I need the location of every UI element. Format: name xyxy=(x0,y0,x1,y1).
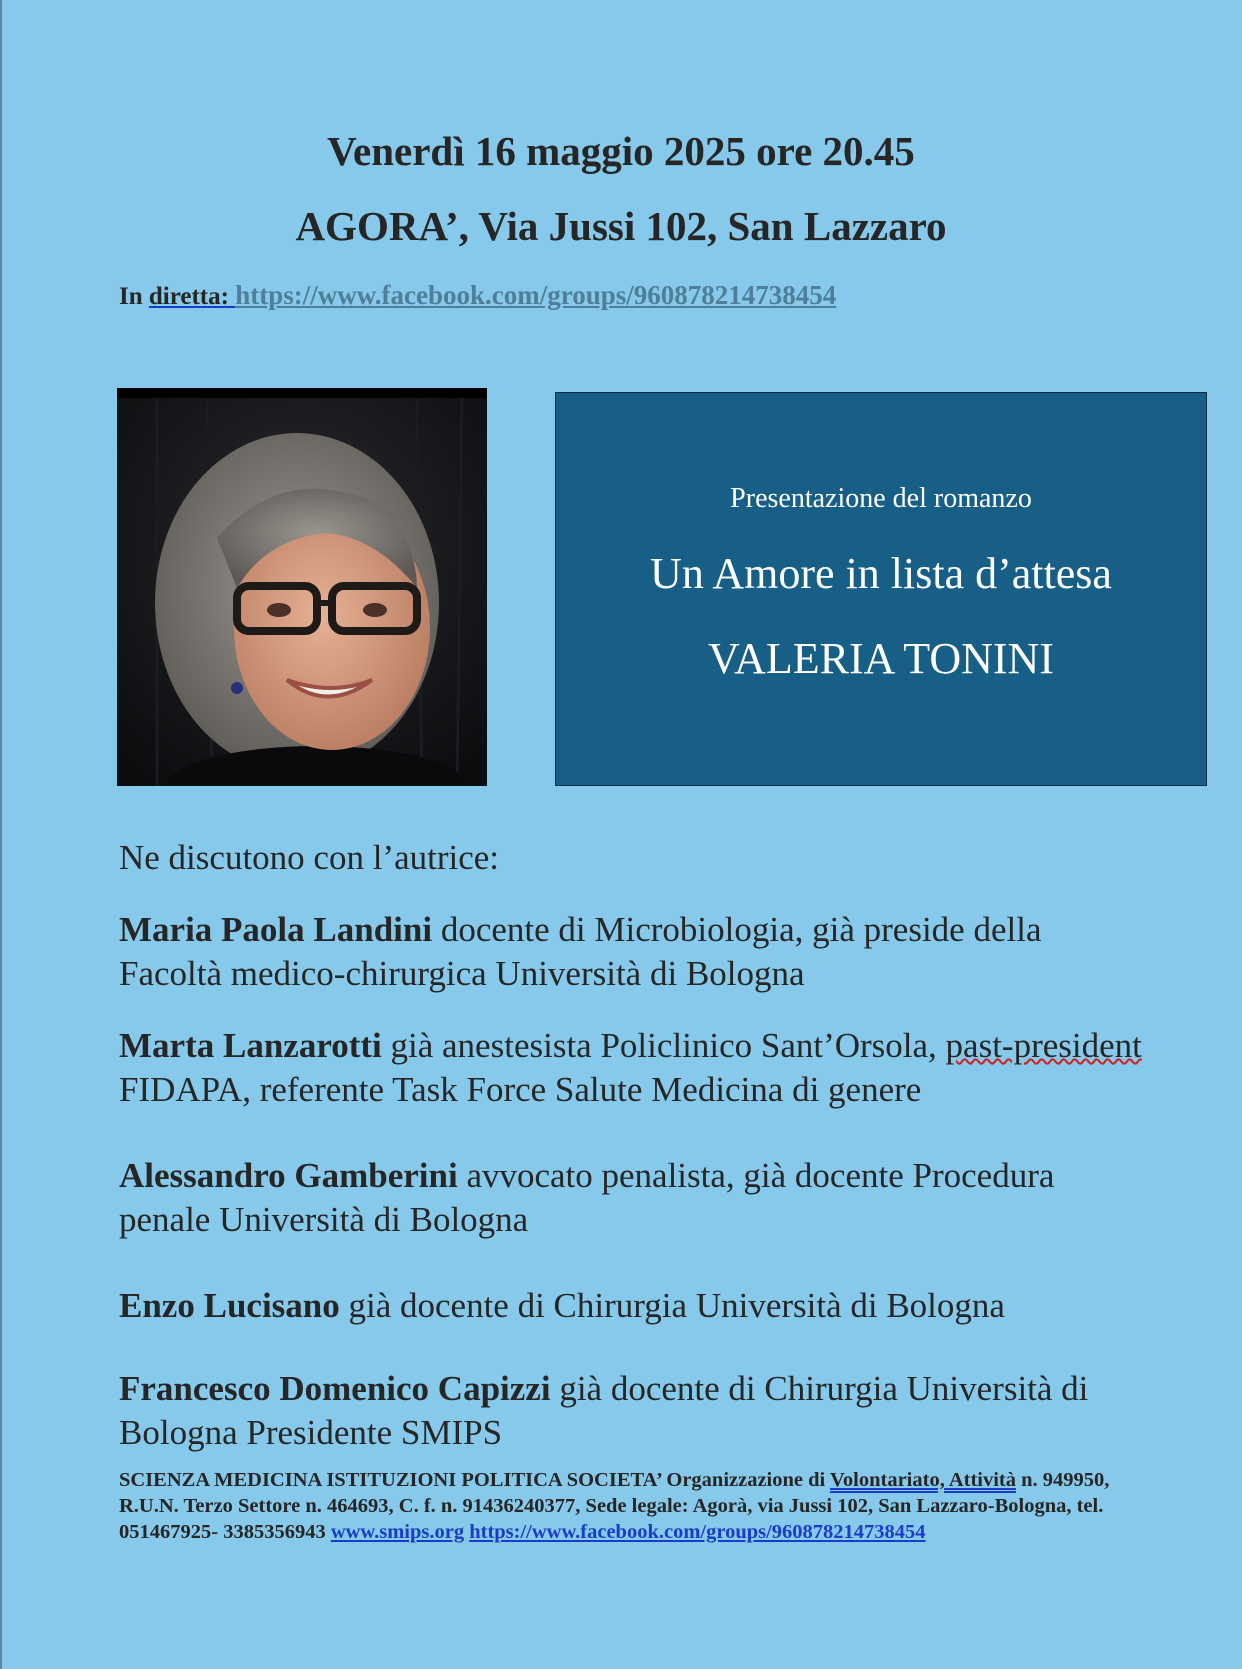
footer-site-link[interactable]: www.smips.org xyxy=(330,1521,465,1543)
page-edge xyxy=(0,0,2,1669)
footer-text: SCIENZA MEDICINA ISTITUZIONI POLITICA SOCIETA’ Organizzazione di xyxy=(119,1469,830,1491)
book-title: Un Amore in lista d’attesa xyxy=(650,549,1112,598)
card-pre-label: Presentazione del romanzo xyxy=(730,483,1032,514)
footer-facebook-link[interactable]: https://www.facebook.com/groups/960878214738454 xyxy=(469,1521,926,1543)
speaker-item xyxy=(119,1024,1149,1112)
speaker-name: Alessandro Gamberini xyxy=(119,1156,458,1195)
speaker-name: Maria Paola Landini xyxy=(119,910,433,949)
speaker-role: avvocato penalista, già docente Procedura penale Università di Bologna xyxy=(119,1156,1055,1239)
speaker-item xyxy=(119,908,1149,996)
live-stream-link[interactable]: https://www.facebook.com/groups/960878214738454 xyxy=(235,280,837,310)
speaker-name: Enzo Lucisano xyxy=(119,1286,340,1325)
speaker-item xyxy=(119,1284,1149,1328)
live-stream-line xyxy=(119,280,836,311)
author-photo xyxy=(117,388,487,786)
speaker-name: Francesco Domenico Capizzi xyxy=(119,1369,551,1408)
speaker-role: FIDAPA, referente Task Force Salute Medicina di genere xyxy=(119,1070,922,1109)
event-date: Venerdì 16 maggio 2025 ore 20.45 xyxy=(327,128,915,174)
live-label: diretta: xyxy=(148,283,236,310)
speaker-item xyxy=(119,1154,1149,1242)
author-name: VALERIA TONINI xyxy=(708,634,1054,683)
book-card xyxy=(555,392,1207,786)
footer-underlined-text: Volontariato, Attività xyxy=(829,1469,1016,1491)
speaker-role-spellcheck: past-president xyxy=(945,1026,1142,1065)
discussants-intro: Ne discutono con l’autrice: xyxy=(119,838,500,877)
speaker-name: Marta Lanzarotti xyxy=(119,1026,382,1065)
portrait-icon xyxy=(117,388,487,786)
organization-footer xyxy=(119,1467,1159,1545)
speaker-item xyxy=(119,1367,1149,1455)
speaker-role: già docente di Chirurgia Università di Bologna xyxy=(339,1286,1005,1325)
speaker-role: già anestesista Policlinico Sant’Orsola, xyxy=(381,1026,946,1065)
speaker-role: docente di Microbiologia, già preside della Facoltà medico-chirurgica Università di Bologna xyxy=(119,910,1042,993)
footer-text: n. 949950, R.U.N. Terzo Settore n. 464693, C. f. n. 91436240377, Sede legale: Agorà, via Jussi 102, San Lazzaro-Bologna, tel. 051467925- 3385356943 xyxy=(119,1469,1110,1543)
live-prefix: In xyxy=(119,283,149,310)
speaker-role: già docente di Chirurgia Università di Bologna Presidente SMIPS xyxy=(119,1369,1089,1452)
event-venue: AGORA’, Via Jussi 102, San Lazzaro xyxy=(295,203,947,249)
